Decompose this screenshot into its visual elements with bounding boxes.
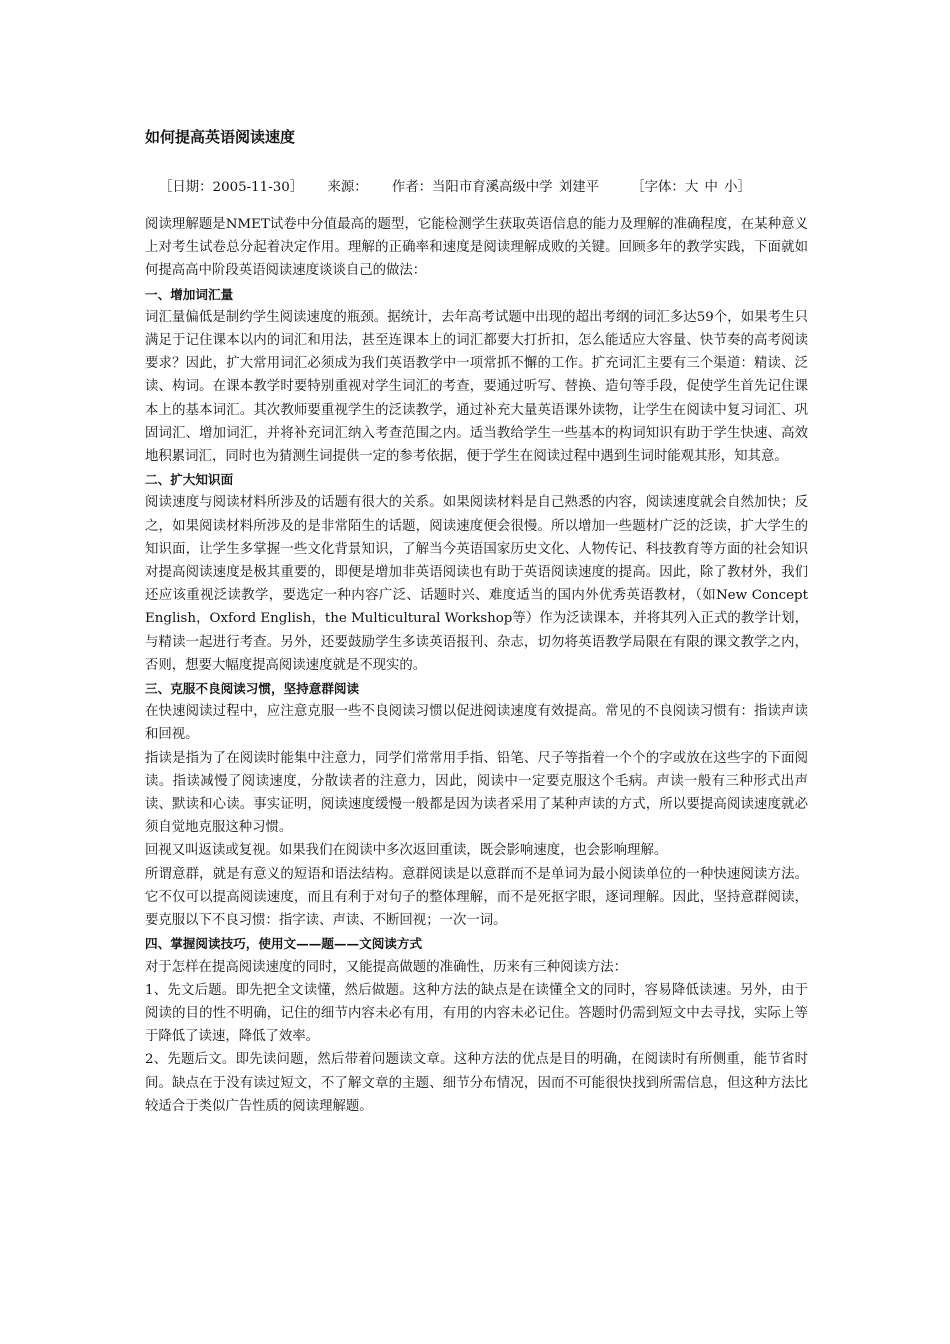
section-paragraph: 在快速阅读过程中，应注意克服一些不良阅读习惯以促进阅读速度有效提高。常见的不良阅读习惯有：指读声读和回视。: [145, 704, 808, 743]
section-paragraph: 2、先题后文。即先读问题，然后带着问题读文章。这种方法的优点是目的明确，在阅读时有所侧重，能节省时间。缺点在于没有读过短文，不了解文章的主题、细节分布情况，因而不可能很快找到所需信息，但这种方法比较适合于类似广告性质的阅读理解题。: [145, 1052, 808, 1114]
article-body: [145, 213, 808, 1118]
section-paragraph: 所谓意群，就是有意义的短语和语法结构。意群阅读是以意群而不是单词为最小阅读单位的一种快速阅读方法。它不仅可以提高阅读速度，而且有利于对句子的整体理解，而不是死抠字眼，逐词理解。因此，坚持意群阅读，要克服以下不良习惯：指字读、声读、不断回视；一次一词。: [145, 866, 808, 929]
section-heading-reading-skills: 四、掌握阅读技巧，使用文——题——文阅读方式: [145, 936, 423, 952]
intro-paragraph: 阅读理解题是NMET试卷中分值最高的题型，它能检测学生获取英语信息的能力及理解的准确程度，在某种意义上对考生试卷总分起着决定作用。理解的正确率和速度是阅读理解成败的关键。回顾多年的教学实践，下面就如何提高高中阶段英语阅读速度谈谈自己的做法：: [145, 217, 808, 279]
section-paragraph: 1、先文后题。即先把全文读懂，然后做题。这种方法的缺点是在读懂全文的同时，容易降低读速。另外，由于阅读的目的性不明确，记住的细节内容未必有用，有用的内容未必记住。答题时仍需到短文中去寻找，实际上等于降低了读速，降低了效率。: [145, 982, 808, 1045]
section-paragraph: 词汇量偏低是制约学生阅读速度的瓶颈。据统计，去年高考试题中出现的超出考纲的词汇多达59个，如果考生只满足于记住课本以内的词汇和用法，甚至连课本上的词汇都要大打折扣，怎么能适应大容量、快节奏的高考阅读要求？因此，扩大常用词汇必须成为我们英语教学中一项常抓不懈的工作。扩充词汇主要有三个渠道：精读、泛读、构词。在课本教学时要特别重视对学生词汇的考查，要通过听写、替换、造句等手段，促使学生首先记住课本上的基本词汇。其次教师要重视学生的泛读教学，通过补充大量英语课外读物，让学生在阅读中复习词汇、巩固词汇、增加词汇，并将补充词汇纳入考查范围之内。适当教给学生一些基本的构词知识有助于学生快速、高效地积累词汇，同时也为猜测生词提供一定的参考依据，便于学生在阅读过程中遇到生词时能观其形，知其意。: [145, 309, 808, 465]
section-paragraph: 阅读速度与阅读材料所涉及的话题有很大的关系。如果阅读材料是自己熟悉的内容，阅读速度就会自然加快；反之，如果阅读材料所涉及的是非常陌生的话题，阅读速度便会很慢。所以增加一些题材广泛的泛读，扩大学生的知识面，让学生多掌握一些文化背景知识，了解当今英语国家历史文化、人物传记、科技教育等方面的社会知识对提高阅读速度是极其重要的，即便是增加非英语阅读也有助于英语阅读速度的提高。因此，除了教材外，我们还应该重视泛读教学，要选定一种内容广泛、话题时兴、难度适当的国内外优秀英语教材，（如New Concept English，Oxford English，the Multicultural Workshop等）作为泛读课本，并将其列入正式的教学计划，与精读一起进行考查。另外，还要鼓励学生多读英语报刊、杂志，切勿将英语教学局限在有限的课文教学之内，否则，想要大幅度提高阅读速度就是不现实的。: [145, 495, 808, 673]
section-paragraph: 指读是指为了在阅读时能集中注意力，同学们常常用手指、铅笔、尺子等指着一个个的字或放在这些字的下面阅读。指读减慢了阅读速度，分散读者的注意力，因此，阅读中一定要克服这个毛病。声读一般有三种形式出声读、默读和心读。事实证明，阅读速度缓慢一般都是因为读者采用了某种声读的方式，所以要提高阅读速度就必须自觉地克服这种习惯。: [145, 750, 808, 836]
article-title: 如何提高英语阅读速度: [145, 128, 296, 146]
section-heading-knowledge: 二、扩大知识面: [145, 472, 234, 488]
font-size-selector[interactable]: ［字体：大 中 小］: [631, 180, 751, 195]
section-heading-reading-habits: 三、克服不良阅读习惯，坚持意群阅读: [145, 681, 360, 697]
article-author: 作者：当阳市育溪高级中学 刘建平: [391, 180, 599, 195]
article-source: 来源：: [327, 180, 368, 195]
section-heading-vocabulary: 一、增加词汇量: [145, 286, 234, 302]
section-paragraph: 回视又叫返读或复视。如果我们在阅读中多次返回重读，既会影响速度，也会影响理解。: [145, 843, 668, 859]
article-date: ［日期：2005-11-30］: [159, 180, 304, 195]
article-meta: [159, 178, 769, 198]
section-paragraph: 对于怎样在提高阅读速度的同时，又能提高做题的准确性，历来有三种阅读方法：: [145, 959, 628, 975]
